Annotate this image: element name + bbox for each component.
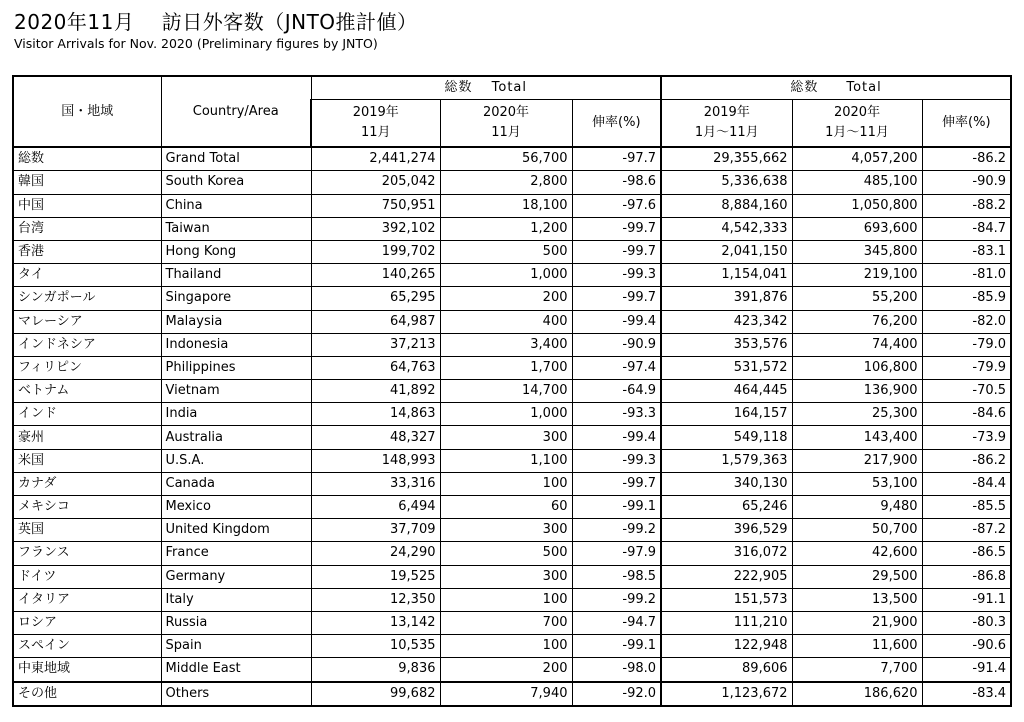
cell-region-jp: ベトナム [13,380,161,403]
cell-ytd-2019: 2,041,150 [661,240,792,263]
cell-rate-ytd: -90.6 [922,635,1011,658]
cell-ytd-2019: 316,072 [661,542,792,565]
cell-ytd-2020: 106,800 [792,356,922,379]
cell-country-area: Others [161,682,311,706]
cell-country-area: Thailand [161,264,311,287]
table-row [13,658,1011,682]
cell-region-jp: マレーシア [13,310,161,333]
cell-country-area: Italy [161,588,311,611]
table-body [13,147,1011,706]
cell-nov-2020: 100 [440,635,572,658]
cell-nov-2019: 392,102 [311,217,440,240]
cell-nov-2019: 65,295 [311,287,440,310]
table-row [13,310,1011,333]
page-title: 2020年11月 訪日外客数（JNTO推計値） [14,10,418,34]
cell-nov-2019: 6,494 [311,496,440,519]
header-2019-nov-month: 11月 [360,125,391,141]
cell-rate-month: -98.6 [572,171,661,194]
cell-country-area: Vietnam [161,380,311,403]
table-row [13,426,1011,449]
cell-ytd-2019: 353,576 [661,333,792,356]
table-row [13,682,1011,706]
cell-rate-ytd: -83.1 [922,240,1011,263]
cell-rate-month: -99.4 [572,426,661,449]
header-2019-nov-year: 2019年 [352,105,399,121]
cell-country-area: Indonesia [161,333,311,356]
cell-rate-ytd: -88.2 [922,194,1011,217]
header-2020-nov-month: 11月 [491,125,521,141]
visitor-arrivals-table [12,75,1012,707]
cell-ytd-2020: 693,600 [792,217,922,240]
cell-ytd-2019: 122,948 [661,635,792,658]
cell-ytd-2020: 143,400 [792,426,922,449]
cell-ytd-2019: 464,445 [661,380,792,403]
cell-rate-ytd: -90.9 [922,171,1011,194]
cell-nov-2020: 3,400 [440,333,572,356]
cell-rate-ytd: -79.9 [922,356,1011,379]
cell-country-area: Grand Total [161,147,311,171]
header-rate-ytd: 伸率(%) [922,100,1011,148]
cell-ytd-2019: 423,342 [661,310,792,333]
cell-country-area: Australia [161,426,311,449]
cell-country-area: United Kingdom [161,519,311,542]
cell-ytd-2019: 111,210 [661,611,792,634]
header-2020-nov-year: 2020年 [482,105,530,121]
cell-nov-2020: 1,200 [440,217,572,240]
cell-rate-ytd: -86.8 [922,565,1011,588]
header-2019-ytd [661,100,792,148]
cell-rate-month: -99.7 [572,287,661,310]
cell-region-jp: フィリピン [13,356,161,379]
cell-nov-2020: 18,100 [440,194,572,217]
cell-ytd-2019: 1,579,363 [661,449,792,472]
cell-nov-2019: 140,265 [311,264,440,287]
cell-country-area: Singapore [161,287,311,310]
cell-nov-2020: 14,700 [440,380,572,403]
cell-ytd-2020: 4,057,200 [792,147,922,171]
cell-ytd-2020: 1,050,800 [792,194,922,217]
cell-ytd-2020: 13,500 [792,588,922,611]
cell-rate-ytd: -91.1 [922,588,1011,611]
cell-region-jp: 台湾 [13,217,161,240]
cell-ytd-2020: 29,500 [792,565,922,588]
table-row [13,496,1011,519]
cell-ytd-2020: 136,900 [792,380,922,403]
cell-country-area: China [161,194,311,217]
cell-country-area: Spain [161,635,311,658]
cell-ytd-2019: 164,157 [661,403,792,426]
cell-rate-ytd: -82.0 [922,310,1011,333]
cell-rate-month: -99.1 [572,496,661,519]
cell-ytd-2019: 29,355,662 [661,147,792,171]
cell-country-area: Malaysia [161,310,311,333]
cell-country-area: Taiwan [161,217,311,240]
cell-region-jp: その他 [13,682,161,706]
cell-ytd-2020: 7,700 [792,658,922,682]
cell-nov-2020: 100 [440,472,572,495]
header-group-month-total: 総数 Total [311,76,661,100]
cell-rate-ytd: -81.0 [922,264,1011,287]
cell-ytd-2020: 186,620 [792,682,922,706]
cell-rate-month: -99.2 [572,519,661,542]
cell-ytd-2019: 1,123,672 [661,682,792,706]
cell-nov-2020: 56,700 [440,147,572,171]
cell-region-jp: 香港 [13,240,161,263]
table-row [13,519,1011,542]
cell-country-area: U.S.A. [161,449,311,472]
cell-rate-ytd: -85.5 [922,496,1011,519]
header-2019-ytd-month: 1月～11月 [694,125,759,141]
table-row-grand-total [13,147,1011,171]
header-row-group [13,76,1011,100]
cell-nov-2020: 300 [440,519,572,542]
cell-region-jp: シンガポール [13,287,161,310]
cell-rate-ytd: -73.9 [922,426,1011,449]
cell-ytd-2019: 531,572 [661,356,792,379]
cell-region-jp: インド [13,403,161,426]
cell-rate-ytd: -87.2 [922,519,1011,542]
cell-ytd-2020: 9,480 [792,496,922,519]
cell-region-jp: タイ [13,264,161,287]
table-row [13,333,1011,356]
cell-nov-2020: 300 [440,426,572,449]
cell-ytd-2019: 549,118 [661,426,792,449]
cell-ytd-2019: 391,876 [661,287,792,310]
cell-nov-2020: 2,800 [440,171,572,194]
cell-ytd-2019: 4,542,333 [661,217,792,240]
header-2020-nov [440,100,572,148]
cell-nov-2019: 64,987 [311,310,440,333]
table-row [13,542,1011,565]
cell-ytd-2020: 219,100 [792,264,922,287]
cell-region-jp: 中国 [13,194,161,217]
cell-nov-2020: 60 [440,496,572,519]
cell-rate-ytd: -84.4 [922,472,1011,495]
cell-country-area: South Korea [161,171,311,194]
table-row [13,287,1011,310]
cell-nov-2020: 1,000 [440,403,572,426]
cell-ytd-2020: 11,600 [792,635,922,658]
cell-rate-month: -99.7 [572,472,661,495]
cell-nov-2020: 500 [440,542,572,565]
cell-region-jp: イタリア [13,588,161,611]
cell-country-area: India [161,403,311,426]
cell-nov-2019: 10,535 [311,635,440,658]
cell-region-jp: 総数 [13,147,161,171]
cell-rate-month: -64.9 [572,380,661,403]
cell-region-jp: メキシコ [13,496,161,519]
cell-nov-2019: 13,142 [311,611,440,634]
cell-rate-month: -90.9 [572,333,661,356]
cell-country-area: Mexico [161,496,311,519]
cell-rate-ytd: -84.7 [922,217,1011,240]
cell-rate-ytd: -86.2 [922,449,1011,472]
cell-ytd-2020: 53,100 [792,472,922,495]
cell-ytd-2019: 222,905 [661,565,792,588]
cell-nov-2019: 48,327 [311,426,440,449]
cell-rate-month: -98.0 [572,658,661,682]
cell-rate-ytd: -84.6 [922,403,1011,426]
cell-rate-month: -97.4 [572,356,661,379]
cell-ytd-2020: 345,800 [792,240,922,263]
cell-rate-month: -97.9 [572,542,661,565]
cell-nov-2020: 1,000 [440,264,572,287]
header-2020-ytd-month: 1月～11月 [825,125,889,141]
cell-rate-month: -99.2 [572,588,661,611]
table-row [13,194,1011,217]
cell-nov-2019: 14,863 [311,403,440,426]
cell-nov-2019: 9,836 [311,658,440,682]
header-region-jp: 国・地域 [13,76,161,147]
cell-rate-month: -93.3 [572,403,661,426]
cell-rate-ytd: -79.0 [922,333,1011,356]
cell-nov-2020: 1,700 [440,356,572,379]
cell-nov-2020: 300 [440,565,572,588]
cell-nov-2019: 33,316 [311,472,440,495]
cell-nov-2019: 99,682 [311,682,440,706]
cell-nov-2019: 750,951 [311,194,440,217]
table-row [13,380,1011,403]
cell-nov-2020: 100 [440,588,572,611]
cell-ytd-2020: 74,400 [792,333,922,356]
table-row [13,240,1011,263]
table-row [13,611,1011,634]
cell-ytd-2019: 340,130 [661,472,792,495]
cell-rate-ytd: -91.4 [922,658,1011,682]
table-row [13,403,1011,426]
cell-nov-2019: 148,993 [311,449,440,472]
cell-nov-2019: 41,892 [311,380,440,403]
table-row [13,588,1011,611]
cell-ytd-2020: 485,100 [792,171,922,194]
header-2020-ytd-year: 2020年 [833,105,881,121]
cell-rate-month: -92.0 [572,682,661,706]
table-row [13,565,1011,588]
cell-nov-2020: 700 [440,611,572,634]
table-row [13,171,1011,194]
cell-nov-2020: 200 [440,287,572,310]
table-row [13,449,1011,472]
table-row [13,264,1011,287]
cell-ytd-2019: 89,606 [661,658,792,682]
cell-country-area: France [161,542,311,565]
header-2019-nov [311,100,440,148]
header-rate-month: 伸率(%) [572,100,661,148]
cell-rate-month: -97.7 [572,147,661,171]
cell-region-jp: 米国 [13,449,161,472]
cell-nov-2019: 24,290 [311,542,440,565]
cell-ytd-2020: 76,200 [792,310,922,333]
cell-region-jp: インドネシア [13,333,161,356]
table-row [13,635,1011,658]
cell-ytd-2020: 50,700 [792,519,922,542]
cell-rate-month: -94.7 [572,611,661,634]
cell-country-area: Philippines [161,356,311,379]
table-row [13,217,1011,240]
cell-rate-month: -99.3 [572,449,661,472]
cell-ytd-2020: 21,900 [792,611,922,634]
cell-rate-ytd: -85.9 [922,287,1011,310]
cell-nov-2020: 7,940 [440,682,572,706]
cell-region-jp: 韓国 [13,171,161,194]
cell-nov-2019: 12,350 [311,588,440,611]
cell-region-jp: カナダ [13,472,161,495]
cell-country-area: Hong Kong [161,240,311,263]
cell-nov-2019: 205,042 [311,171,440,194]
cell-rate-month: -99.7 [572,217,661,240]
cell-nov-2020: 500 [440,240,572,263]
cell-nov-2020: 400 [440,310,572,333]
cell-ytd-2020: 25,300 [792,403,922,426]
cell-nov-2020: 1,100 [440,449,572,472]
cell-region-jp: フランス [13,542,161,565]
cell-ytd-2019: 5,336,638 [661,171,792,194]
cell-rate-ytd: -86.2 [922,147,1011,171]
cell-rate-ytd: -70.5 [922,380,1011,403]
cell-ytd-2020: 217,900 [792,449,922,472]
cell-region-jp: 英国 [13,519,161,542]
cell-rate-month: -99.4 [572,310,661,333]
cell-region-jp: 豪州 [13,426,161,449]
cell-ytd-2019: 1,154,041 [661,264,792,287]
cell-ytd-2019: 8,884,160 [661,194,792,217]
cell-region-jp: ロシア [13,611,161,634]
cell-country-area: Russia [161,611,311,634]
cell-rate-ytd: -80.3 [922,611,1011,634]
cell-region-jp: 中東地域 [13,658,161,682]
cell-nov-2019: 19,525 [311,565,440,588]
cell-country-area: Canada [161,472,311,495]
table-row [13,356,1011,379]
cell-nov-2019: 37,213 [311,333,440,356]
cell-country-area: Middle East [161,658,311,682]
cell-rate-month: -99.7 [572,240,661,263]
cell-rate-month: -99.3 [572,264,661,287]
page-subtitle: Visitor Arrivals for Nov. 2020 (Preliminary figures by JNTO) [14,36,378,51]
cell-ytd-2019: 151,573 [661,588,792,611]
cell-rate-ytd: -86.5 [922,542,1011,565]
cell-nov-2019: 37,709 [311,519,440,542]
cell-ytd-2020: 42,600 [792,542,922,565]
cell-country-area: Germany [161,565,311,588]
cell-rate-month: -99.1 [572,635,661,658]
cell-rate-month: -97.6 [572,194,661,217]
cell-nov-2019: 64,763 [311,356,440,379]
cell-rate-ytd: -83.4 [922,682,1011,706]
header-country-area: Country/Area [161,76,311,147]
cell-nov-2020: 200 [440,658,572,682]
cell-nov-2019: 2,441,274 [311,147,440,171]
header-group-ytd-total: 総数 Total [661,76,1011,100]
cell-rate-month: -98.5 [572,565,661,588]
header-2020-ytd [792,100,922,148]
cell-ytd-2019: 65,246 [661,496,792,519]
cell-region-jp: ドイツ [13,565,161,588]
cell-region-jp: スペイン [13,635,161,658]
table-row [13,472,1011,495]
cell-nov-2019: 199,702 [311,240,440,263]
cell-ytd-2020: 55,200 [792,287,922,310]
header-2019-ytd-year: 2019年 [703,105,750,121]
cell-ytd-2019: 396,529 [661,519,792,542]
